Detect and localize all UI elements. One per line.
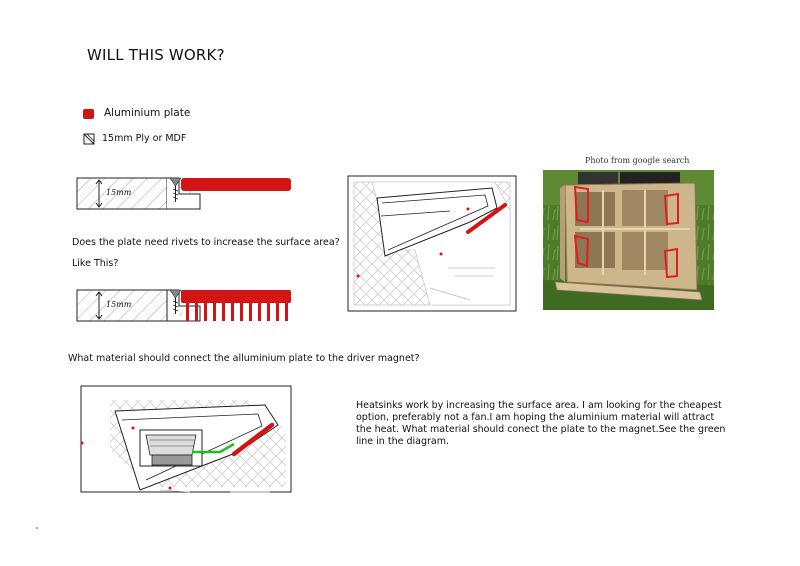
like-this-label: Like This? (72, 258, 119, 269)
speaker-photo (543, 170, 714, 310)
ply-swatch (84, 134, 94, 144)
page-title: WILL THIS WORK? (87, 46, 225, 64)
dimension-label-top: 15mm (106, 188, 132, 197)
question-rivets: Does the plate need rivets to increase the surface area? (72, 237, 340, 248)
enclosure-detail (81, 386, 292, 492)
question-material: What material should connect the alluminium plate to the driver magnet? (68, 353, 420, 364)
dimension-label-bottom: 15mm (106, 300, 132, 309)
aluminium-swatch (83, 109, 94, 119)
legend-ply-label: 15mm Ply or MDF (102, 133, 187, 144)
explanation-paragraph: Heatsinks work by increasing the surface area. I am looking for the cheapest option, preferably not a fan.I am hoping the aluminium material will attract the heat. What material should conect the plate to the magnet.See the green line in the diagram. (356, 400, 726, 447)
legend-aluminium-label: Aluminium plate (104, 107, 191, 119)
enclosure-plan (348, 176, 516, 311)
photo-caption: Photo from google search (585, 156, 690, 165)
stray-dot (36, 527, 38, 529)
